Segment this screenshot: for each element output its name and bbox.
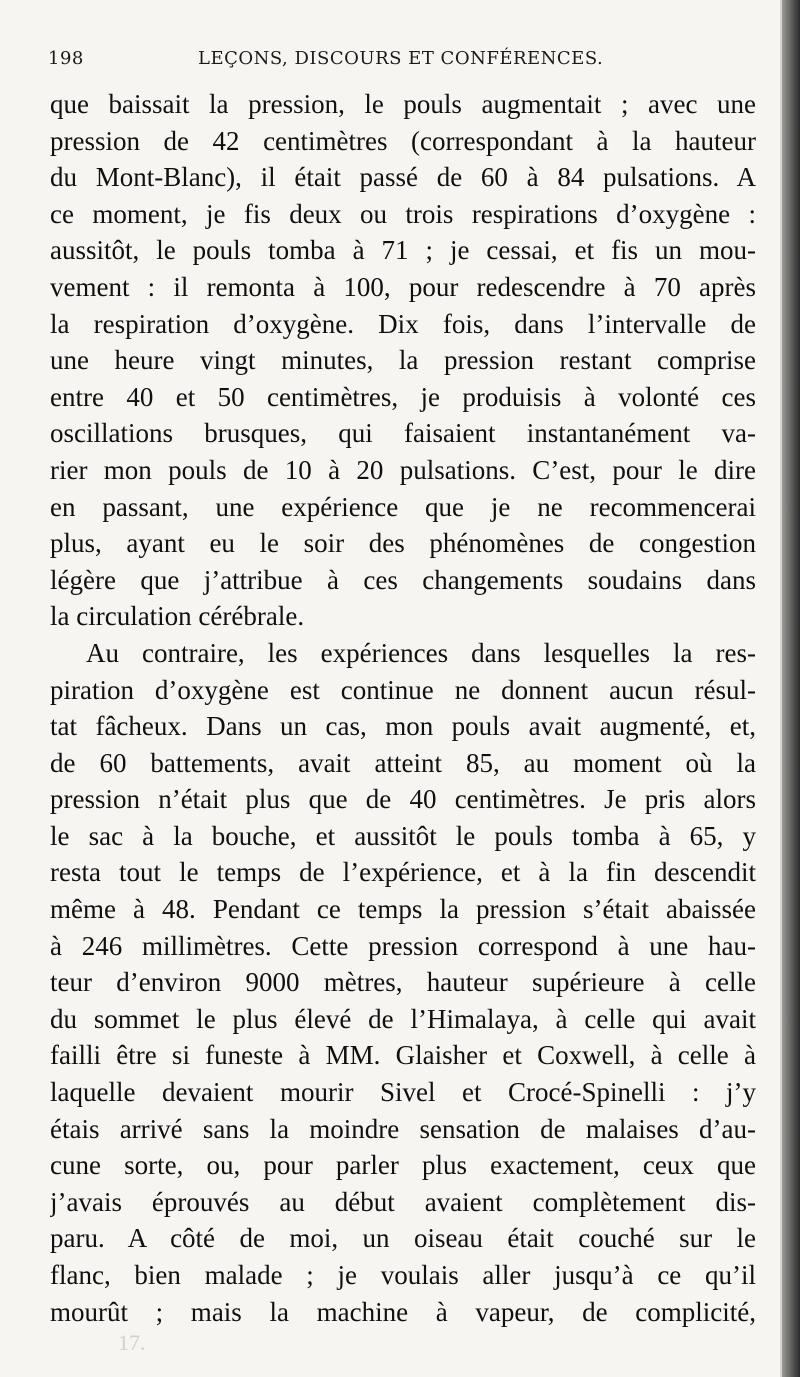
text-line: du sommet le plus élevé de l’Himalaya, à celle qui avait	[50, 1003, 756, 1034]
text-line: du Mont-Blanc), il était passé de 60 à 84 pulsations. A	[50, 162, 756, 193]
text-line: resta tout le temps de l’expérience, et à la fin descendit	[50, 857, 756, 888]
text-line: légère que j’attribue à ces changements soudains dans	[50, 564, 756, 595]
text-line: la respiration d’oxygène. Dix fois, dans l’intervalle de	[50, 308, 756, 339]
text-line: cune sorte, ou, pour parler plus exactement, ceux que	[50, 1150, 756, 1181]
show-through-signature-mark: 17.	[118, 1330, 146, 1355]
text-line: rier mon pouls de 10 à 20 pulsations. C’est, pour le dire	[50, 454, 756, 485]
text-line: teur d’environ 9000 mètres, hauteur supérieure à celle	[50, 967, 756, 998]
paragraph-first-line: Au contraire, les expériences dans lesquelles la res-	[86, 637, 756, 668]
text-line: en passant, une expérience que je ne recommencerai	[50, 491, 756, 522]
text-line: de 60 battements, avait atteint 85, au moment où la	[50, 747, 756, 778]
text-line: la circulation cérébrale.	[50, 601, 305, 632]
text-line: mourût ; mais la machine à vapeur, de complicité,	[50, 1296, 756, 1327]
text-line: ce moment, je fis deux ou trois respirations d’oxygène :	[50, 198, 756, 229]
text-line: plus, ayant eu le soir des phénomènes de congestion	[50, 528, 756, 559]
running-title: LEÇONS, DISCOURS ET CONFÉRENCES.	[198, 48, 604, 69]
page-edge-shadow	[782, 0, 800, 1377]
text-line: vement : il remonta à 100, pour redescendre à 70 après	[50, 271, 756, 302]
text-line: le sac à la bouche, et aussitôt le pouls tomba à 65, y	[50, 820, 756, 851]
text-line: tat fâcheux. Dans un cas, mon pouls avait augmenté, et,	[50, 711, 756, 742]
text-line: laquelle devaient mourir Sivel et Crocé-Spinelli : j’y	[50, 1077, 756, 1108]
text-line: à 246 millimètres. Cette pression correspond à une hau-	[50, 930, 756, 961]
text-line: piration d’oxygène est continue ne donnent aucun résul-	[50, 674, 756, 705]
text-line: que baissait la pression, le pouls augmentait ; avec une	[50, 89, 756, 119]
text-line: oscillations brusques, qui faisaient instantanément va-	[50, 418, 756, 449]
running-head	[48, 44, 748, 74]
text-line: j’avais éprouvés au début avaient complètement dis-	[50, 1186, 756, 1217]
page-number: 198	[48, 48, 84, 69]
text-line: une heure vingt minutes, la pression restant comprise	[50, 345, 756, 376]
text-line: failli être si funeste à MM. Glaisher et Coxwell, à celle à	[50, 1040, 756, 1071]
text-line: flanc, bien malade ; je voulais aller jusqu’à ce qu’il	[50, 1260, 756, 1290]
body-text	[50, 86, 756, 1330]
text-line: pression de 42 centimètres (correspondant à la hauteur	[50, 125, 756, 156]
text-line: entre 40 et 50 centimètres, je produisis à volonté ces	[50, 381, 756, 412]
text-line: étais arrivé sans la moindre sensation de malaises d’au-	[50, 1113, 756, 1144]
text-line: pression n’était plus que de 40 centimètres. Je pris alors	[50, 784, 756, 815]
text-line: même à 48. Pendant ce temps la pression s’était abaissée	[50, 894, 756, 925]
text-line: paru. A côté de moi, un oiseau était couché sur le	[50, 1223, 756, 1254]
text-line: aussitôt, le pouls tomba à 71 ; je cessai, et fis un mou-	[50, 235, 756, 266]
